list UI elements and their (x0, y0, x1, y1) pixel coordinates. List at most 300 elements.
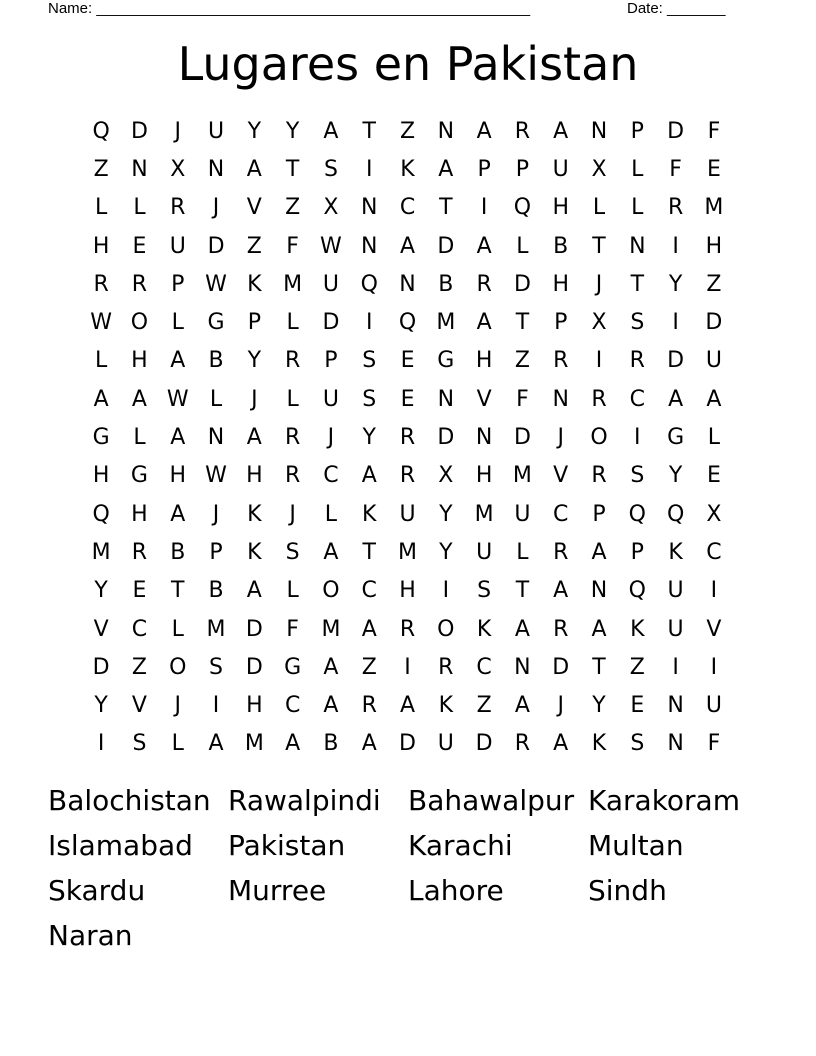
grid-letter: M (474, 501, 494, 527)
grid-letter: A (323, 539, 339, 565)
grid-letter: I (365, 310, 373, 336)
grid-letter: T (285, 156, 300, 182)
grid-letter: Y (592, 693, 606, 719)
grid-letter: R (93, 271, 109, 297)
word-bank-item: Skardu (48, 874, 146, 907)
grid-letter: M (398, 539, 418, 565)
grid-letter: S (630, 310, 645, 336)
grid-letter: P (247, 310, 261, 336)
grid-letter: V (93, 616, 109, 642)
grid-letter: Y (94, 693, 108, 719)
grid-letter: V (706, 616, 722, 642)
grid-letter: R (131, 271, 148, 297)
grid-letter: R (629, 348, 645, 374)
grid-letter: Y (439, 539, 453, 565)
grid-letter: R (514, 731, 531, 757)
grid-letter: U (705, 348, 722, 374)
grid-letter: M (704, 195, 724, 221)
grid-letter: A (706, 386, 722, 412)
grid-letter: W (320, 233, 342, 259)
grid-letter: S (630, 463, 645, 489)
grid-letter: E (400, 386, 415, 412)
grid-letter: R (361, 693, 377, 719)
grid-letter: H (92, 233, 110, 259)
grid-letter: L (133, 425, 146, 451)
grid-letter: C (323, 463, 339, 489)
grid-letter: L (516, 539, 529, 565)
grid-letter: H (131, 348, 148, 374)
grid-letter: I (634, 425, 641, 451)
grid-letter: C (361, 578, 377, 604)
grid-letter: A (170, 501, 186, 527)
grid-letter: V (553, 463, 569, 489)
grid-letter: D (705, 310, 723, 336)
grid-letter: U (322, 271, 339, 297)
grid-letter: G (437, 348, 455, 374)
grid-letter: A (208, 731, 224, 757)
grid-letter: A (323, 654, 339, 680)
grid-letter: R (438, 654, 454, 680)
grid-letter: T (171, 578, 185, 604)
date-field-label: Date: _______ (627, 0, 726, 17)
grid-letter: P (209, 539, 223, 565)
word-bank-item: Karakoram (588, 784, 740, 817)
grid-letter: G (92, 425, 110, 451)
grid-letter: K (247, 501, 262, 527)
grid-letter: L (171, 616, 184, 642)
grid-letter: Z (285, 195, 301, 221)
word-bank-item: Sindh (588, 874, 667, 907)
grid-letter: Y (247, 118, 262, 144)
grid-letter: Z (476, 693, 492, 719)
grid-letter: Z (93, 156, 109, 182)
grid-letter: A (553, 118, 569, 144)
grid-letter: K (362, 501, 377, 527)
grid-letter: L (516, 233, 529, 259)
grid-letter: E (706, 156, 721, 182)
grid-letter: A (246, 425, 262, 451)
grid-letter: A (668, 386, 684, 412)
grid-letter: C (131, 616, 148, 642)
page-title: Lugares en Pakistan (177, 37, 639, 91)
grid-letter: Y (94, 578, 108, 604)
grid-letter: D (667, 348, 685, 374)
grid-letter: L (95, 348, 108, 374)
grid-letter: R (553, 539, 569, 565)
word-bank-item: Lahore (408, 874, 504, 907)
grid-letter: F (286, 616, 299, 642)
grid-letter: X (591, 156, 607, 182)
grid-letter: K (630, 616, 645, 642)
grid-letter: A (553, 731, 569, 757)
grid-letter: Y (285, 118, 300, 144)
grid-letter: H (552, 271, 569, 297)
grid-letter: B (208, 348, 224, 374)
grid-letter: N (360, 195, 378, 221)
grid-letter: T (630, 271, 645, 297)
grid-letter: Q (513, 195, 532, 221)
grid-letter: D (437, 425, 455, 451)
grid-letter: P (630, 539, 644, 565)
grid-letter: J (327, 425, 335, 451)
grid-letter: N (475, 425, 493, 451)
grid-letter: M (244, 731, 264, 757)
grid-letter: K (668, 539, 683, 565)
grid-letter: C (553, 501, 569, 527)
grid-letter: L (286, 386, 299, 412)
word-bank-item: Pakistan (228, 829, 346, 862)
grid-letter: A (285, 731, 301, 757)
word-bank-item: Balochistan (48, 784, 211, 817)
grid-letter: X (591, 310, 607, 336)
grid-letter: I (710, 578, 718, 604)
grid-letter: J (557, 425, 564, 451)
grid-letter: H (475, 463, 493, 489)
grid-letter: H (246, 463, 263, 489)
grid-letter: A (246, 578, 262, 604)
grid-letter: L (631, 195, 644, 221)
grid-letter: H (705, 233, 723, 259)
grid-letter: A (591, 616, 607, 642)
grid-letter: F (707, 118, 721, 144)
grid-letter: U (705, 693, 722, 719)
grid-letter: A (361, 463, 377, 489)
letter-grid (82, 112, 734, 763)
grid-letter: J (212, 501, 220, 527)
grid-letter: P (592, 501, 606, 527)
grid-letter: U (667, 578, 684, 604)
grid-letter: R (399, 463, 416, 489)
grid-letter: Z (399, 118, 416, 144)
grid-letter: N (437, 386, 455, 412)
grid-letter: D (322, 310, 340, 336)
grid-letter: G (130, 463, 148, 489)
grid-letter: M (283, 271, 303, 297)
grid-letter: A (93, 386, 109, 412)
grid-letter: A (591, 539, 607, 565)
grid-letter: L (171, 310, 184, 336)
grid-letter: T (439, 195, 453, 221)
grid-letter: Z (131, 654, 147, 680)
grid-letter: K (438, 693, 454, 719)
grid-letter: E (400, 348, 415, 374)
word-bank-item: Bahawalpur (408, 784, 575, 817)
grid-letter: O (590, 425, 608, 451)
grid-letter: I (672, 310, 679, 336)
grid-letter: H (552, 195, 569, 221)
word-bank-item: Islamabad (48, 829, 193, 862)
grid-letter: L (324, 501, 338, 527)
grid-letter: S (323, 156, 338, 182)
grid-letter: A (476, 118, 492, 144)
grid-letter: D (399, 731, 416, 757)
grid-letter: U (169, 233, 186, 259)
grid-letter: A (553, 578, 569, 604)
grid-letter: Q (666, 501, 685, 527)
grid-letter: Q (628, 578, 646, 604)
grid-letter: W (166, 386, 189, 412)
word-bank-item: Rawalpindi (228, 784, 381, 817)
grid-letter: U (476, 539, 493, 565)
grid-letter: F (286, 233, 299, 259)
grid-letter: T (592, 233, 606, 259)
grid-letter: N (399, 271, 416, 297)
grid-letter: H (399, 578, 416, 604)
grid-letter: A (246, 156, 262, 182)
grid-letter: M (206, 616, 226, 642)
grid-letter: A (514, 693, 530, 719)
grid-letter: T (515, 578, 530, 604)
grid-letter: S (132, 731, 147, 757)
grid-letter: L (631, 156, 644, 182)
grid-letter: Y (439, 501, 453, 527)
word-bank-item: Naran (48, 919, 133, 952)
grid-letter: D (245, 654, 263, 680)
grid-letter: I (442, 578, 450, 604)
grid-letter: I (97, 731, 105, 757)
grid-letter: E (630, 693, 645, 719)
grid-letter: R (399, 425, 416, 451)
grid-letter: Y (668, 463, 683, 489)
grid-letter: N (437, 118, 455, 144)
grid-letter: J (251, 386, 258, 412)
grid-letter: J (289, 501, 296, 527)
grid-letter: N (131, 156, 148, 182)
grid-letter: F (669, 156, 682, 182)
grid-letter: G (207, 310, 225, 336)
grid-letter: N (667, 731, 684, 757)
grid-letter: E (132, 233, 147, 259)
grid-letter: R (131, 539, 148, 565)
grid-letter: H (246, 693, 263, 719)
grid-letter: U (667, 616, 684, 642)
grid-letter: D (130, 118, 148, 144)
grid-letter: M (91, 539, 111, 565)
grid-letter: L (171, 731, 184, 757)
grid-letter: B (208, 578, 224, 604)
grid-letter: O (322, 578, 340, 604)
grid-letter: Y (668, 271, 683, 297)
grid-letter: N (590, 118, 608, 144)
grid-letter: T (362, 539, 376, 565)
grid-letter: X (706, 501, 722, 527)
grid-letter: R (553, 616, 569, 642)
grid-letter: D (207, 233, 225, 259)
grid-letter: Z (361, 654, 377, 680)
grid-letter: Q (92, 501, 110, 527)
grid-letter: O (437, 616, 455, 642)
grid-letter: O (130, 310, 149, 336)
grid-letter: I (595, 348, 603, 374)
grid-letter: B (553, 233, 569, 259)
grid-letter: C (399, 195, 416, 221)
grid-letter: L (286, 578, 299, 604)
grid-letter: D (245, 616, 263, 642)
grid-letter: Q (628, 501, 646, 527)
grid-letter: D (92, 654, 110, 680)
grid-letter: N (667, 693, 684, 719)
grid-letter: T (515, 310, 530, 336)
grid-letter: P (554, 310, 568, 336)
grid-letter: Z (246, 233, 262, 259)
word-bank-item: Karachi (408, 829, 513, 862)
grid-letter: Z (514, 348, 530, 374)
grid-letter: L (286, 310, 299, 336)
grid-letter: P (171, 271, 185, 297)
grid-letter: A (323, 693, 339, 719)
grid-letter: S (630, 731, 645, 757)
grid-letter: A (476, 233, 492, 259)
grid-letter: U (437, 731, 454, 757)
grid-letter: I (212, 693, 220, 719)
grid-letter: L (95, 195, 108, 221)
grid-letter: P (324, 348, 338, 374)
grid-letter: C (706, 539, 722, 565)
name-field-label: Name: ____________________________________________________ (48, 0, 531, 17)
grid-letter: X (170, 156, 186, 182)
grid-letter: P (630, 118, 644, 144)
grid-letter: I (365, 156, 373, 182)
grid-letter: K (591, 731, 607, 757)
grid-letter: R (170, 195, 186, 221)
grid-letter: H (131, 501, 148, 527)
grid-letter: N (360, 233, 378, 259)
grid-letter: X (438, 463, 454, 489)
grid-letter: B (323, 731, 339, 757)
grid-letter: V (131, 693, 147, 719)
grid-letter: V (476, 386, 492, 412)
grid-letter: M (321, 616, 341, 642)
grid-letter: F (516, 386, 529, 412)
grid-letter: S (477, 578, 492, 604)
grid-letter: Z (706, 271, 722, 297)
grid-letter: H (92, 463, 110, 489)
grid-letter: U (399, 501, 416, 527)
grid-letter: D (667, 118, 685, 144)
grid-letter: L (209, 386, 223, 412)
grid-letter: C (629, 386, 645, 412)
grid-letter: R (591, 386, 607, 412)
grid-letter: N (552, 386, 569, 412)
grid-letter: K (247, 271, 262, 297)
grid-letter: C (476, 654, 492, 680)
grid-letter: A (361, 616, 377, 642)
grid-letter: T (592, 654, 606, 680)
grid-letter: K (400, 156, 415, 182)
word-bank (48, 778, 768, 958)
grid-letter: D (475, 731, 493, 757)
grid-letter: W (205, 463, 227, 489)
grid-letter: J (174, 118, 181, 144)
grid-letter: J (212, 195, 220, 221)
grid-letter: S (362, 348, 377, 374)
grid-letter: M (512, 463, 532, 489)
grid-letter: R (514, 118, 531, 144)
header (48, 0, 768, 20)
grid-letter: A (361, 731, 377, 757)
grid-letter: A (399, 233, 416, 259)
grid-letter: Q (92, 118, 110, 144)
grid-letter: R (476, 271, 492, 297)
grid-letter: Y (362, 425, 376, 451)
grid-letter: A (399, 693, 416, 719)
grid-letter: K (247, 539, 262, 565)
grid-letter: F (707, 731, 721, 757)
grid-letter: R (399, 616, 416, 642)
grid-letter: R (591, 463, 607, 489)
grid-letter: P (477, 156, 491, 182)
grid-letter: I (672, 654, 679, 680)
grid-letter: L (592, 195, 606, 221)
grid-letter: D (437, 233, 455, 259)
grid-letter: I (404, 654, 411, 680)
grid-letter: A (476, 310, 492, 336)
grid-letter: W (90, 310, 113, 336)
grid-letter: N (514, 654, 531, 680)
grid-letter: R (667, 195, 684, 221)
grid-letter: L (133, 195, 146, 221)
word-bank-item: Multan (588, 829, 684, 862)
grid-letter: I (480, 195, 488, 221)
grid-letter: I (710, 654, 718, 680)
grid-letter: N (207, 156, 225, 182)
grid-letter: Y (247, 348, 262, 374)
grid-letter: Z (629, 654, 645, 680)
grid-letter: B (170, 539, 186, 565)
grid-letter: O (169, 654, 187, 680)
grid-letter: D (513, 425, 531, 451)
grid-letter: Q (360, 271, 378, 297)
grid-letter: B (438, 271, 454, 297)
grid-letter: J (595, 271, 603, 297)
grid-letter: U (514, 501, 531, 527)
grid-letter: S (209, 654, 224, 680)
grid-letter: N (590, 578, 608, 604)
grid-letter: A (514, 616, 530, 642)
grid-letter: N (207, 425, 225, 451)
grid-letter: U (552, 156, 569, 182)
grid-letter: G (284, 654, 302, 680)
grid-letter: N (629, 233, 646, 259)
grid-letter: D (513, 271, 531, 297)
grid-letter: R (284, 425, 301, 451)
grid-letter: D (552, 654, 570, 680)
grid-letter: H (169, 463, 187, 489)
grid-letter: A (131, 386, 147, 412)
grid-letter: R (284, 348, 301, 374)
grid-letter: R (553, 348, 569, 374)
grid-letter: L (707, 425, 721, 451)
grid-letter: U (207, 118, 225, 144)
grid-letter: U (322, 386, 339, 412)
grid-letter: A (170, 425, 186, 451)
grid-letter: X (323, 195, 339, 221)
grid-letter: W (205, 271, 227, 297)
grid-letter: S (285, 539, 300, 565)
grid-letter: A (170, 348, 186, 374)
grid-letter: C (284, 693, 301, 719)
grid-letter: V (246, 195, 262, 221)
grid-letter: P (515, 156, 530, 182)
grid-letter: E (132, 578, 147, 604)
grid-letter: Q (398, 310, 417, 336)
grid-letter: J (557, 693, 564, 719)
grid-letter: T (362, 118, 376, 144)
grid-letter: R (284, 463, 301, 489)
grid-letter: E (706, 463, 721, 489)
grid-letter: K (476, 616, 492, 642)
grid-letter: S (362, 386, 377, 412)
